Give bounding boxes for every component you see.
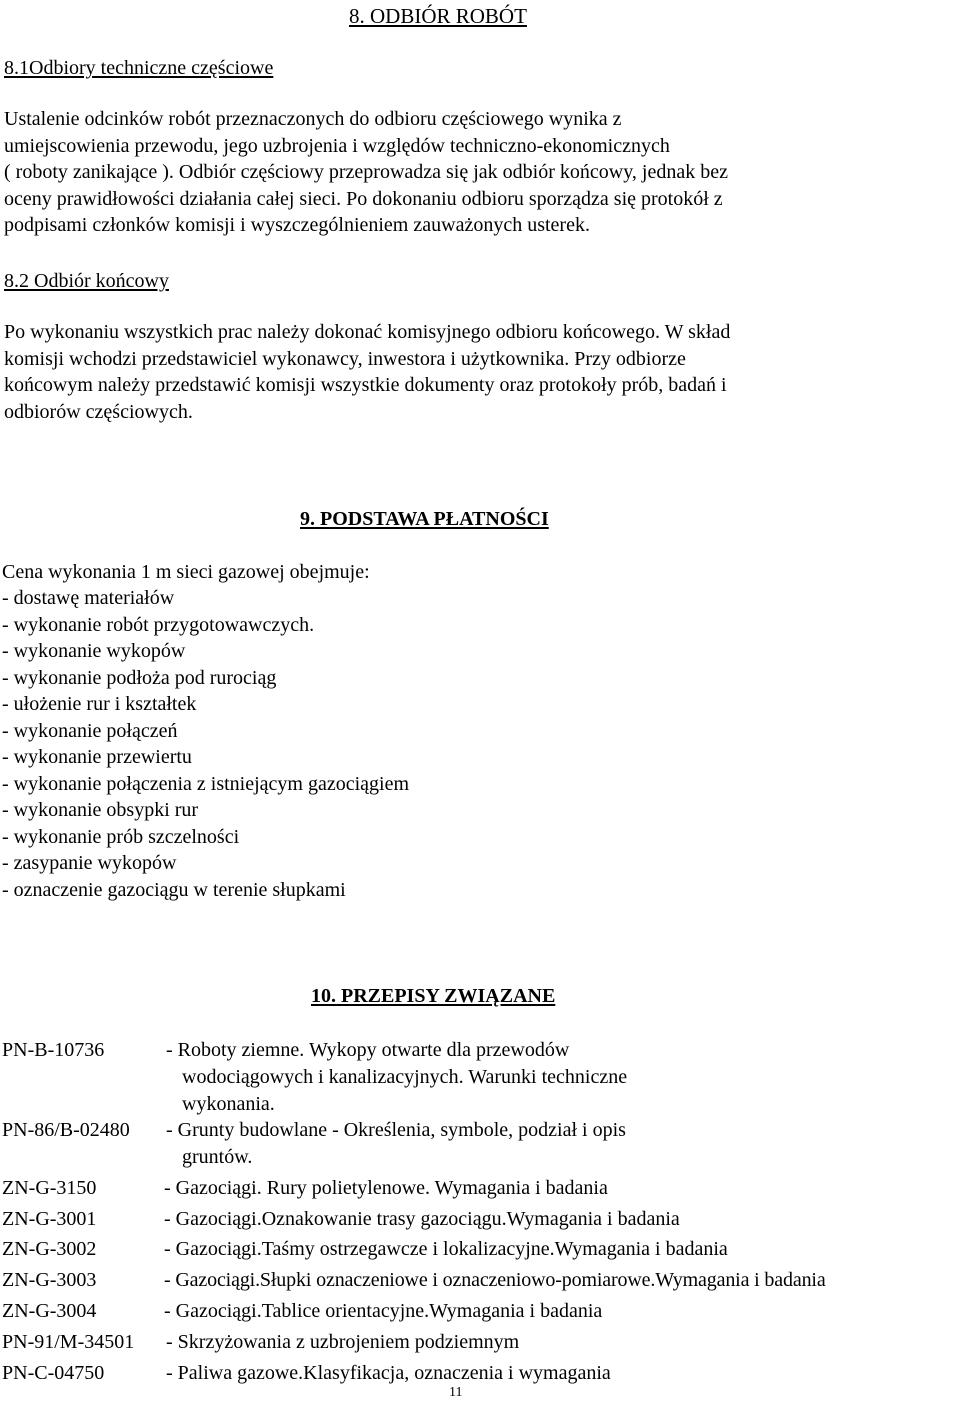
list-item: - oznaczenie gazociągu w terenie słupkami — [2, 878, 346, 901]
paragraph-line: komisji wchodzi przedstawiciel wykonawcy, inwestora i użytkownika. Przy odbiorze — [4, 347, 686, 370]
list-item: - wykonanie połączenia z istniejącym gazociągiem — [2, 772, 410, 795]
section-8-2-paragraph — [4, 319, 956, 425]
list-item: - wykonanie obsypki rur — [2, 799, 199, 821]
cena-intro: Cena wykonania 1 m sieci gazowej obejmuje: — [2, 561, 370, 583]
standard-code: ZN-G-3001 — [2, 1208, 97, 1230]
standard-description: - Skrzyżowania z uzbrojeniem podziemnym — [166, 1331, 520, 1353]
standard-code: ZN-G-3003 — [2, 1269, 97, 1291]
page-number: 11 — [449, 1385, 463, 1400]
standard-code: ZN-G-3150 — [2, 1177, 97, 1199]
list-item: - ułożenie rur i kształtek — [2, 693, 197, 715]
section-8-heading: 8. ODBIÓR ROBÓT — [349, 4, 527, 28]
standard-description: gruntów. — [182, 1146, 253, 1168]
paragraph-line: ( roboty zanikające ). Odbiór częściowy przeprowadza się jak odbiór końcowy, jednak bez — [4, 161, 728, 183]
standard-code: ZN-G-3004 — [2, 1300, 97, 1322]
section-8-1-paragraph — [4, 106, 956, 239]
standard-code: PN-C-04750 — [2, 1362, 105, 1384]
list-item: - wykonanie przewiertu — [2, 746, 192, 768]
list-item: - wykonanie podłoża pod rurociąg — [2, 666, 277, 689]
paragraph-line: odbiorów częściowych. — [4, 400, 193, 423]
standard-description: - Gazociągi.Tablice orientacyjne.Wymagania i badania — [164, 1300, 603, 1322]
standard-description: - Gazociągi. Rury polietylenowe. Wymagania i badania — [164, 1177, 608, 1199]
standard-description: - Paliwa gazowe.Klasyfikacja, oznaczenia i wymagania — [166, 1362, 611, 1384]
standard-description: wodociągowych i kanalizacyjnych. Warunki techniczne — [182, 1066, 628, 1088]
standard-description: - Roboty ziemne. Wykopy otwarte dla przewodów — [166, 1039, 570, 1061]
list-item: - wykonanie połączeń — [2, 719, 178, 742]
standard-description: - Grunty budowlane - Określenia, symbole, podział i opis — [166, 1119, 626, 1141]
standard-code: PN-86/B-02480 — [2, 1119, 130, 1141]
paragraph-line: podpisami członków komisji i wyszczególnieniem zauważonych usterek. — [4, 214, 590, 236]
paragraph-line: oceny prawidłowości działania całej sieci. Po dokonaniu odbioru sporządza się protokół z — [4, 187, 723, 210]
paragraph-line: Ustalenie odcinków robót przeznaczonych do odbioru częściowego wynika z — [4, 108, 622, 130]
paragraph-line: Po wykonaniu wszystkich prac należy dokonać komisyjnego odbioru końcowego. W skład — [4, 321, 731, 343]
list-item: - dostawę materiałów — [2, 587, 175, 609]
standard-description: - Gazociągi.Taśmy ostrzegawcze i lokalizacyjne.Wymagania i badania — [164, 1238, 728, 1260]
standard-code: PN-91/M-34501 — [2, 1331, 135, 1353]
list-item: - wykonanie wykopów — [2, 640, 186, 662]
cena-items-list — [2, 585, 409, 903]
standard-description: - Gazociągi.Słupki oznaczeniowe i oznaczeniowo-pomiarowe.Wymagania i badania — [164, 1269, 826, 1291]
section-9-heading: 9. PODSTAWA PŁATNOŚCI — [300, 508, 549, 530]
standard-description: - Gazociągi.Oznakowanie trasy gazociągu.Wymagania i badania — [164, 1208, 680, 1230]
paragraph-line: umiejscowienia przewodu, jego uzbrojenia i względów techniczno-ekonomicznych — [4, 134, 670, 157]
section-10-heading: 10. PRZEPISY ZWIĄZANE — [311, 985, 556, 1007]
standard-code: ZN-G-3002 — [2, 1238, 97, 1260]
standard-description: wykonania. — [182, 1093, 275, 1115]
list-item: - wykonanie robót przygotowawczych. — [2, 613, 315, 636]
standard-code: PN-B-10736 — [2, 1039, 105, 1061]
section-8-1-heading: 8.1Odbiory techniczne częściowe — [4, 57, 274, 79]
list-item: - wykonanie prób szczelności — [2, 825, 240, 848]
list-item: - zasypanie wykopów — [2, 852, 177, 874]
section-8-2-heading: 8.2 Odbiór końcowy — [4, 270, 169, 292]
paragraph-line: końcowym należy przedstawić komisji wszystkie dokumenty oraz protokoły prób, badań i — [4, 374, 727, 396]
